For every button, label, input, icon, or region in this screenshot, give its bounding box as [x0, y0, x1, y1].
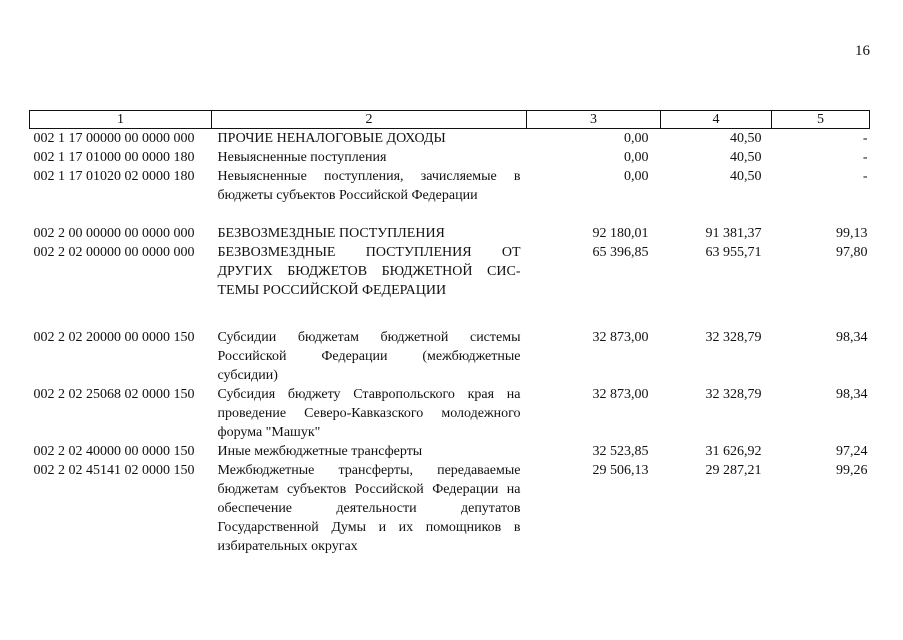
percent-value: - [862, 150, 868, 165]
item-name: ПРОЧИЕ НЕНАЛОГОВЫЕ ДОХОДЫ [217, 131, 446, 146]
actual-value: 40,50 [730, 131, 762, 146]
table-row [30, 442, 870, 461]
item-name: Субсидии бюджетам бюджетной системы Российской Федерации (межбюджетные субсидии) [217, 330, 521, 383]
planned-value: 29 506,13 [592, 463, 649, 478]
table-row [30, 243, 870, 328]
table-header-row [30, 111, 870, 129]
percent-value: 97,80 [836, 245, 868, 260]
budget-code: 002 2 02 00000 00 0000 000 [33, 245, 195, 260]
item-name: БЕЗВОЗМЕЗДНЫЕ ПОСТУПЛЕНИЯ [217, 226, 445, 241]
planned-value: 0,00 [624, 150, 649, 165]
actual-value: 40,50 [730, 150, 762, 165]
actual-value: 91 381,37 [705, 226, 762, 241]
item-name: Субсидия бюджету Ставропольского края на проведение Северо-Кавказского молодежного форума "Машук" [217, 387, 521, 440]
table-row [30, 224, 870, 243]
budget-table [29, 110, 870, 556]
budget-code: 002 2 00 00000 00 0000 000 [33, 226, 195, 241]
table-row [30, 129, 870, 149]
percent-value: 98,34 [836, 387, 868, 402]
item-name: Невыясненные поступления [217, 150, 387, 165]
column-header-2: 2 [212, 111, 527, 129]
item-name: Невыясненные поступления, зачисляемые в бюджеты субъектов Российской Федерации [217, 169, 521, 203]
table-row [30, 328, 870, 385]
budget-code: 002 1 17 01000 00 0000 180 [33, 150, 195, 165]
table-row [30, 148, 870, 167]
planned-value: 0,00 [624, 169, 649, 184]
planned-value: 65 396,85 [592, 245, 649, 260]
column-header-5: 5 [772, 111, 870, 129]
item-name: Иные межбюджетные трансферты [217, 444, 423, 459]
planned-value: 32 873,00 [592, 387, 649, 402]
percent-value: 99,26 [836, 463, 868, 478]
actual-value: 32 328,79 [705, 330, 762, 345]
item-name: БЕЗВОЗМЕЗДНЫЕ ПОСТУПЛЕНИЯ ОТ ДРУГИХ БЮДЖЕТОВ БЮДЖЕТНОЙ СИС-ТЕМЫ РОССИЙСКОЙ ФЕДЕРАЦИИ [217, 245, 521, 298]
table-row [30, 385, 870, 442]
planned-value: 92 180,01 [592, 226, 649, 241]
planned-value: 32 873,00 [592, 330, 649, 345]
table-row [30, 461, 870, 556]
percent-value: - [862, 131, 868, 146]
planned-value: 32 523,85 [592, 444, 649, 459]
budget-code: 002 1 17 01020 02 0000 180 [33, 169, 195, 184]
percent-value: - [862, 169, 868, 184]
planned-value: 0,00 [624, 131, 649, 146]
percent-value: 98,34 [836, 330, 868, 345]
column-header-4: 4 [661, 111, 772, 129]
budget-code: 002 2 02 25068 02 0000 150 [33, 387, 195, 402]
page-number: 16 [855, 43, 870, 59]
percent-value: 99,13 [836, 226, 868, 241]
budget-code: 002 1 17 00000 00 0000 000 [33, 131, 195, 146]
actual-value: 32 328,79 [705, 387, 762, 402]
budget-code: 002 2 02 45141 02 0000 150 [33, 463, 195, 478]
item-name: Межбюджетные трансферты, передаваемые бюджетам субъектов Российской Федерации на обеспечение деятельности депутатов Государственной Думы и их помощников в избирательных округах [217, 463, 521, 554]
column-header-3: 3 [527, 111, 661, 129]
table-row [30, 167, 870, 224]
actual-value: 40,50 [730, 169, 762, 184]
actual-value: 31 626,92 [705, 444, 762, 459]
actual-value: 29 287,21 [705, 463, 762, 478]
budget-code: 002 2 02 20000 00 0000 150 [33, 330, 195, 345]
column-header-1: 1 [30, 111, 212, 129]
actual-value: 63 955,71 [705, 245, 762, 260]
percent-value: 97,24 [836, 444, 868, 459]
budget-code: 002 2 02 40000 00 0000 150 [33, 444, 195, 459]
